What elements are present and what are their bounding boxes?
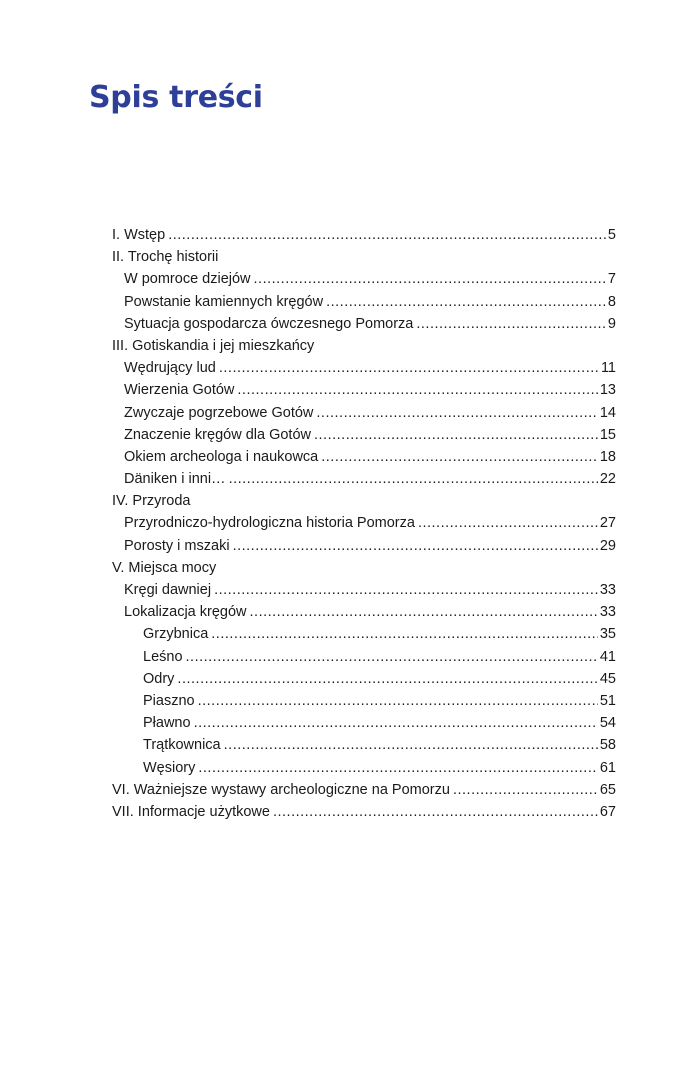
- toc-entry-page-number: 45: [599, 670, 616, 687]
- toc-entry: [112, 224, 616, 246]
- toc-entry: [112, 690, 616, 712]
- toc-entry: [112, 379, 616, 401]
- toc-entry-page-number: 7: [607, 271, 616, 288]
- toc-entry-title: Wierzenia Gotów: [124, 382, 235, 399]
- toc-entry-title: Zwyczaje pogrzebowe Gotów: [124, 404, 314, 421]
- dot-leader: [254, 268, 606, 290]
- toc-entry: [112, 557, 616, 579]
- toc-entry-title: IV. Przyroda: [112, 493, 191, 510]
- toc-entry-title: Okiem archeologa i naukowca: [124, 448, 319, 465]
- toc-entry-page-number: 5: [607, 227, 616, 243]
- dot-leader: [211, 623, 598, 645]
- toc-entry: [112, 757, 616, 779]
- toc-entry-page-number: 29: [599, 537, 616, 554]
- dot-leader: [229, 468, 598, 490]
- dot-leader: [214, 579, 598, 601]
- toc-entry-title: Lokalizacja kręgów: [124, 604, 247, 621]
- toc-entry: [112, 801, 616, 823]
- dot-leader: [321, 446, 598, 468]
- toc-entry: [112, 291, 616, 313]
- toc-entry-title: I. Wstęp: [112, 227, 166, 243]
- toc-entry-page-number: 67: [599, 803, 616, 820]
- toc-entry: [112, 313, 616, 335]
- toc-entry: [112, 446, 616, 468]
- toc-entry-title: Pławno: [143, 715, 191, 732]
- dot-leader: [177, 668, 597, 690]
- toc-entry-page-number: 65: [599, 781, 616, 798]
- toc-entry: [112, 646, 616, 668]
- toc-entry-page-number: 35: [599, 626, 616, 643]
- toc-entry-page-number: 51: [599, 692, 616, 709]
- dot-leader: [418, 512, 598, 534]
- toc-entry-title: V. Miejsca mocy: [112, 559, 217, 576]
- toc-entry: [112, 402, 616, 424]
- toc-entry-page-number: 58: [599, 737, 616, 754]
- toc-entry-title: Trątkownica: [143, 737, 221, 754]
- toc-entry-page-number: 41: [599, 648, 616, 665]
- toc-entry-title: Przyrodniczo-hydrologiczna historia Pomorza: [124, 515, 415, 532]
- dot-leader: [186, 646, 598, 668]
- toc-entry: [112, 668, 616, 690]
- dot-leader: [250, 601, 598, 623]
- toc-entry: [112, 357, 616, 379]
- toc-entry: [112, 623, 616, 645]
- toc-entry-page-number: 18: [599, 448, 616, 465]
- toc-entry-title: VI. Ważniejsze wystawy archeologiczne na Pomorzu: [112, 781, 450, 798]
- toc-entry-title: Odry: [143, 670, 175, 687]
- toc-entry: [112, 779, 616, 801]
- dot-leader: [273, 801, 598, 823]
- dot-leader: [198, 757, 597, 779]
- toc-entry-title: Porosty i mszaki: [124, 537, 230, 554]
- toc-entry-title: Wędrujący lud: [124, 360, 216, 377]
- toc-entry-title: Znaczenie kręgów dla Gotów: [124, 426, 311, 443]
- dot-leader: [237, 379, 597, 401]
- toc-entry: [112, 424, 616, 446]
- dot-leader: [219, 357, 599, 379]
- toc-entry-title: Leśno: [143, 648, 183, 665]
- toc-entry-page-number: 22: [599, 471, 616, 488]
- toc-entry: [112, 601, 616, 623]
- toc-entry-title: Powstanie kamiennych kręgów: [124, 293, 324, 310]
- toc-entry: [112, 734, 616, 756]
- dot-leader: [316, 402, 597, 424]
- toc-entry: [112, 268, 616, 290]
- toc-entry: [112, 468, 616, 490]
- toc-entry-page-number: 13: [599, 382, 616, 399]
- dot-leader: [416, 313, 606, 335]
- toc-entry-title: Piaszno: [143, 692, 195, 709]
- toc-entry-page-number: 54: [599, 715, 616, 732]
- toc-entry-title: II. Trochę historii: [112, 249, 219, 266]
- toc-entry-title: Grzybnica: [143, 626, 209, 643]
- toc-entry-title: Węsiory: [143, 759, 196, 776]
- dot-leader: [326, 291, 606, 313]
- page-title: Spis treści: [89, 80, 263, 115]
- dot-leader: [224, 734, 598, 756]
- dot-leader: [194, 712, 598, 734]
- toc-entry-title: Däniken i inni…: [124, 471, 226, 488]
- toc-entry: [112, 512, 616, 534]
- dot-leader: [453, 779, 598, 801]
- toc-entry: [112, 335, 616, 357]
- toc-entry-page-number: 33: [599, 604, 616, 621]
- toc-entry-page-number: 9: [607, 315, 616, 332]
- toc-entry-page-number: 15: [599, 426, 616, 443]
- toc-entry-title: Kręgi dawniej: [124, 582, 212, 598]
- toc-entry: [112, 490, 616, 512]
- table-of-contents: [112, 224, 616, 823]
- toc-entry-page-number: 11: [600, 360, 616, 377]
- dot-leader: [168, 224, 606, 246]
- dot-leader: [233, 535, 598, 557]
- toc-entry-page-number: 14: [599, 404, 616, 421]
- toc-entry: [112, 535, 616, 557]
- toc-entry-page-number: 61: [599, 759, 616, 776]
- toc-entry-title: VII. Informacje użytkowe: [112, 803, 270, 820]
- toc-entry-title: W pomroce dziejów: [124, 271, 251, 288]
- toc-entry: [112, 579, 616, 601]
- toc-entry-page-number: 8: [607, 293, 616, 310]
- toc-entry-page-number: 27: [599, 515, 616, 532]
- toc-entry: [112, 246, 616, 268]
- toc-entry-title: Sytuacja gospodarcza ówczesnego Pomorza: [124, 315, 414, 332]
- toc-entry-title: III. Gotiskandia i jej mieszkańcy: [112, 337, 315, 354]
- toc-entry-page-number: 33: [599, 582, 616, 598]
- dot-leader: [314, 424, 598, 446]
- dot-leader: [198, 690, 598, 712]
- toc-entry: [112, 712, 616, 734]
